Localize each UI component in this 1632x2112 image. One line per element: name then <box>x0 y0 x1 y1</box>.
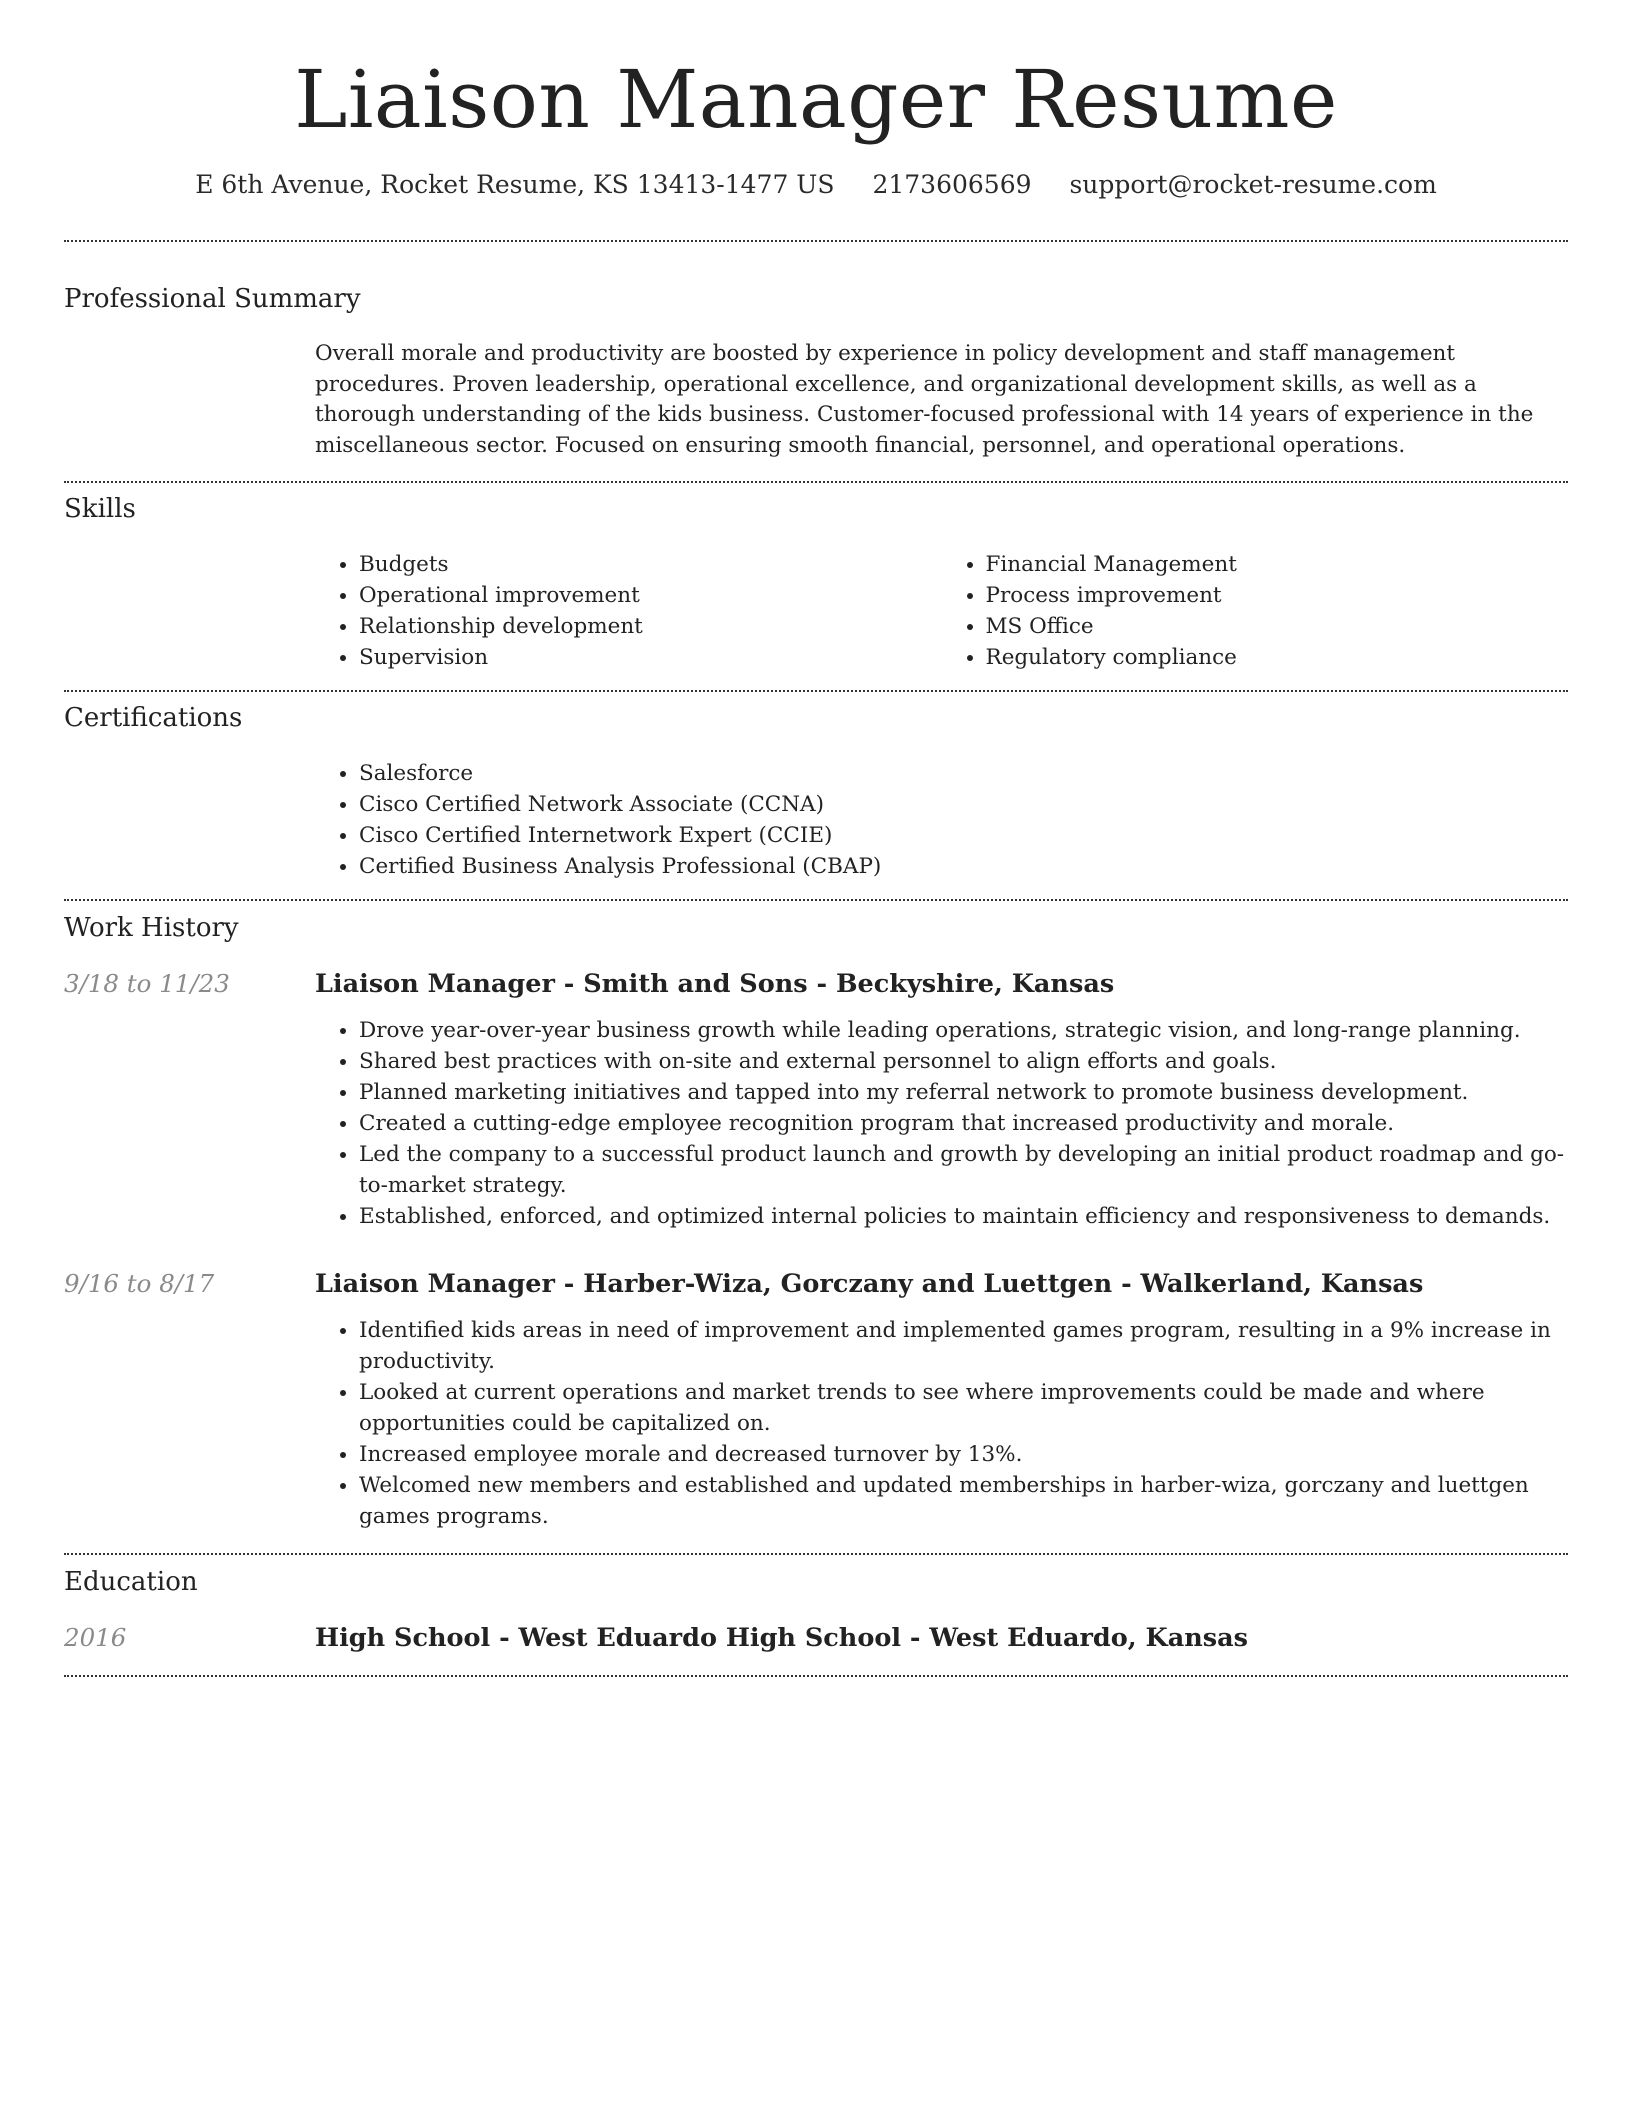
certification-item: • Cisco Certified Internetwork Expert (CCIE) <box>359 820 1568 851</box>
divider <box>64 899 1568 901</box>
contact-email: support@rocket-resume.com <box>1069 170 1437 199</box>
job-bullets <box>315 1015 1568 1232</box>
job-bullet: • Welcomed new members and established and updated memberships in harber-wiza, gorczany and luettgen games programs. <box>359 1470 1568 1532</box>
certification-item: • Salesforce <box>359 758 1568 789</box>
education-entry <box>315 1621 1568 1655</box>
education-year: 2016 <box>64 1623 127 1652</box>
job-bullet: • Established, enforced, and optimized internal policies to maintain efficiency and responsiveness to demands. <box>359 1201 1568 1232</box>
divider <box>64 1553 1568 1555</box>
education-degree: High School - West Eduardo High School - West Eduardo, Kansas <box>315 1623 1248 1653</box>
contact-phone: 2173606569 <box>872 170 1032 199</box>
divider <box>64 1675 1568 1677</box>
section-heading: Certifications <box>64 703 243 733</box>
certification-item: • Certified Business Analysis Professional (CBAP) <box>359 851 1568 882</box>
job-dates: 3/18 to 11/23 <box>64 969 230 998</box>
section-heading: Skills <box>64 494 136 524</box>
job-bullets <box>315 1315 1568 1532</box>
skills-list-left <box>315 549 942 673</box>
skill-item: • Process improvement <box>986 580 1569 611</box>
job-bullet: • Looked at current operations and market trends to see where improvements could be made and where opportunities could be capitalized on. <box>359 1377 1568 1439</box>
summary-body <box>315 339 1568 461</box>
divider <box>64 690 1568 692</box>
job-entry <box>315 967 1568 1232</box>
job-title: Liaison Manager - Smith and Sons - Beckyshire, Kansas <box>315 969 1115 999</box>
certifications-section <box>64 701 1568 879</box>
job-bullet: • Planned marketing initiatives and tapped into my referral network to promote business development. <box>359 1077 1568 1108</box>
contact-address: E 6th Avenue, Rocket Resume, KS 13413-1477 US <box>195 170 835 199</box>
skill-item: • Financial Management <box>986 549 1569 580</box>
skill-item: • Budgets <box>359 549 942 580</box>
section-heading: Work History <box>64 913 239 943</box>
skill-item: • Relationship development <box>359 611 942 642</box>
page-title: Liaison Manager Resume <box>294 53 1338 146</box>
certification-item: • Cisco Certified Network Associate (CCNA) <box>359 789 1568 820</box>
section-heading: Education <box>64 1567 198 1597</box>
job-title: Liaison Manager - Harber-Wiza, Gorczany and Luettgen - Walkerland, Kansas <box>315 1269 1424 1299</box>
skills-section <box>64 492 1568 670</box>
divider <box>64 481 1568 483</box>
certifications-list <box>315 758 1568 882</box>
skills-list-right <box>942 549 1569 673</box>
job-bullet: • Drove year-over-year business growth while leading operations, strategic vision, and long-range planning. <box>359 1015 1568 1046</box>
certifications-body <box>315 758 1568 882</box>
job-entry <box>315 1267 1568 1532</box>
summary-text: Overall morale and productivity are boosted by experience in policy development and staff management procedures. Proven leadership, operational excellence, and organizational development skills, as well as a thorough understanding of the kids business. Customer-focused professional with 14 years of experience in the miscellaneous sector. Focused on ensuring smooth financial, personnel, and operational operations. <box>315 341 1534 458</box>
job-bullet: • Increased employee morale and decreased turnover by 13%. <box>359 1439 1568 1470</box>
section-heading: Professional Summary <box>64 284 361 314</box>
skill-item: • Supervision <box>359 642 942 673</box>
summary-section <box>64 282 1568 458</box>
job-dates: 9/16 to 8/17 <box>64 1269 215 1298</box>
skills-columns <box>315 549 1568 673</box>
job-bullet: • Created a cutting-edge employee recognition program that increased productivity and morale. <box>359 1108 1568 1139</box>
skill-item: • Regulatory compliance <box>986 642 1569 673</box>
skill-item: • Operational improvement <box>359 580 942 611</box>
education-section <box>64 1565 1568 1653</box>
divider <box>64 240 1568 242</box>
job-bullet: • Shared best practices with on-site and external personnel to align efforts and goals. <box>359 1046 1568 1077</box>
job-bullet: • Led the company to a successful product launch and growth by developing an initial product roadmap and go-to-market strategy. <box>359 1139 1568 1201</box>
contact-line <box>0 168 1632 202</box>
work-history-section <box>64 911 1568 1529</box>
skill-item: • MS Office <box>986 611 1569 642</box>
job-bullet: • Identified kids areas in need of improvement and implemented games program, resulting in a 9% increase in productivity. <box>359 1315 1568 1377</box>
